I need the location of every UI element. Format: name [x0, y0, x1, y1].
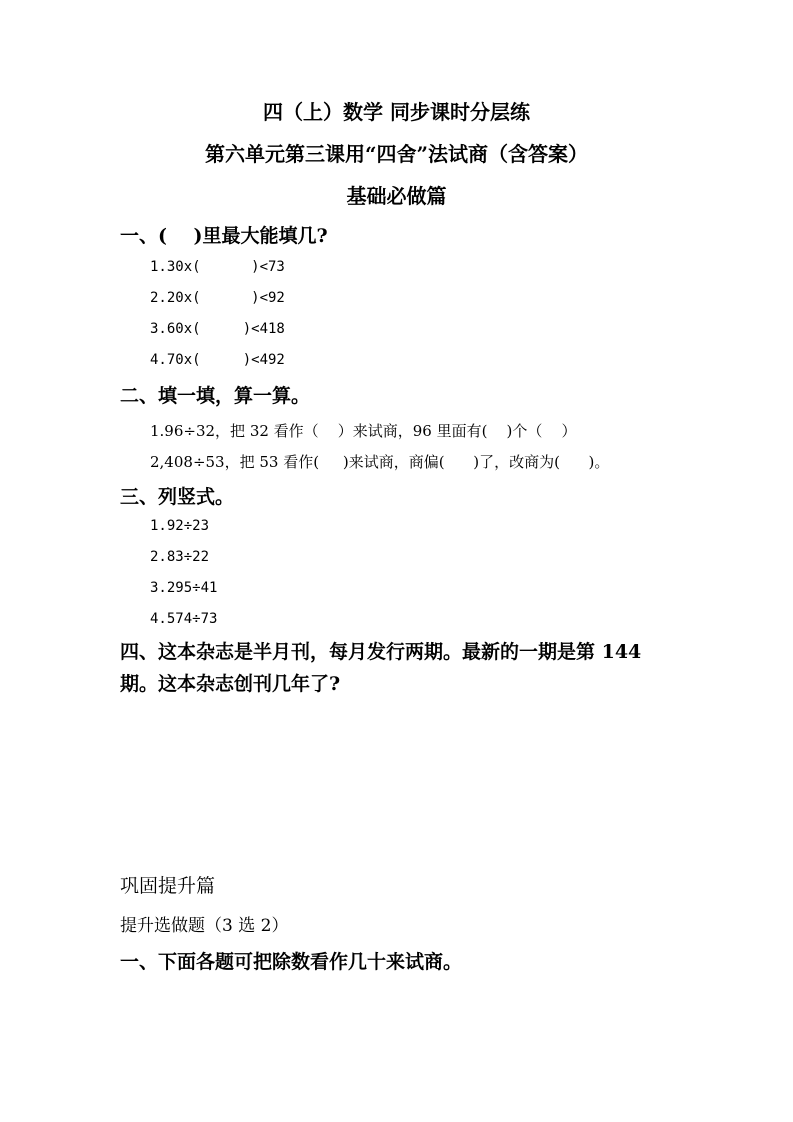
part3-item-1: 1.92÷23	[150, 518, 210, 534]
advanced-part1-heading: 一、下面各题可把除数看作几十来试商。	[120, 951, 463, 973]
part1-item-3: 3.60x( )<418	[150, 321, 285, 337]
lesson-subtitle: 第六单元第三课用“四舍”法试商（含答案）	[204, 142, 588, 166]
part3-heading: 三、列竖式。	[120, 486, 235, 508]
part1-item-4: 4.70x( )<492	[150, 352, 285, 368]
part3-item-2: 2.83÷22	[150, 549, 210, 565]
worksheet-title: 四（上）数学 同步课时分层练	[263, 100, 530, 124]
section-advanced-title: 巩固提升篇	[120, 875, 216, 897]
part2-heading: 二、填一填，算一算。	[120, 385, 311, 407]
part3-item-4: 4.574÷73	[150, 611, 218, 627]
part2-item-1: 1.96÷32，把 32 看作（ ）来试商，96 里面有( )个（ ）	[150, 422, 577, 440]
section-basic-title: 基础必做篇	[346, 184, 447, 208]
part3-item-3: 3.295÷41	[150, 580, 218, 596]
part1-heading: 一、( )里最大能填几?	[120, 225, 328, 247]
part1-item-2: 2.20x( )<92	[150, 290, 285, 306]
part4-question: 四、这本杂志是半月刊，每月发行两期。最新的一期是第 144 期。这本杂志创刊几年了?	[120, 641, 642, 695]
part2-item-2: 2,408÷53，把 53 看作( )来试商，商偏( )了，改商为( )。	[150, 453, 610, 471]
advanced-note: 提升选做题（3 选 2）	[120, 916, 289, 936]
part1-item-1: 1.30x( )<73	[150, 259, 285, 275]
